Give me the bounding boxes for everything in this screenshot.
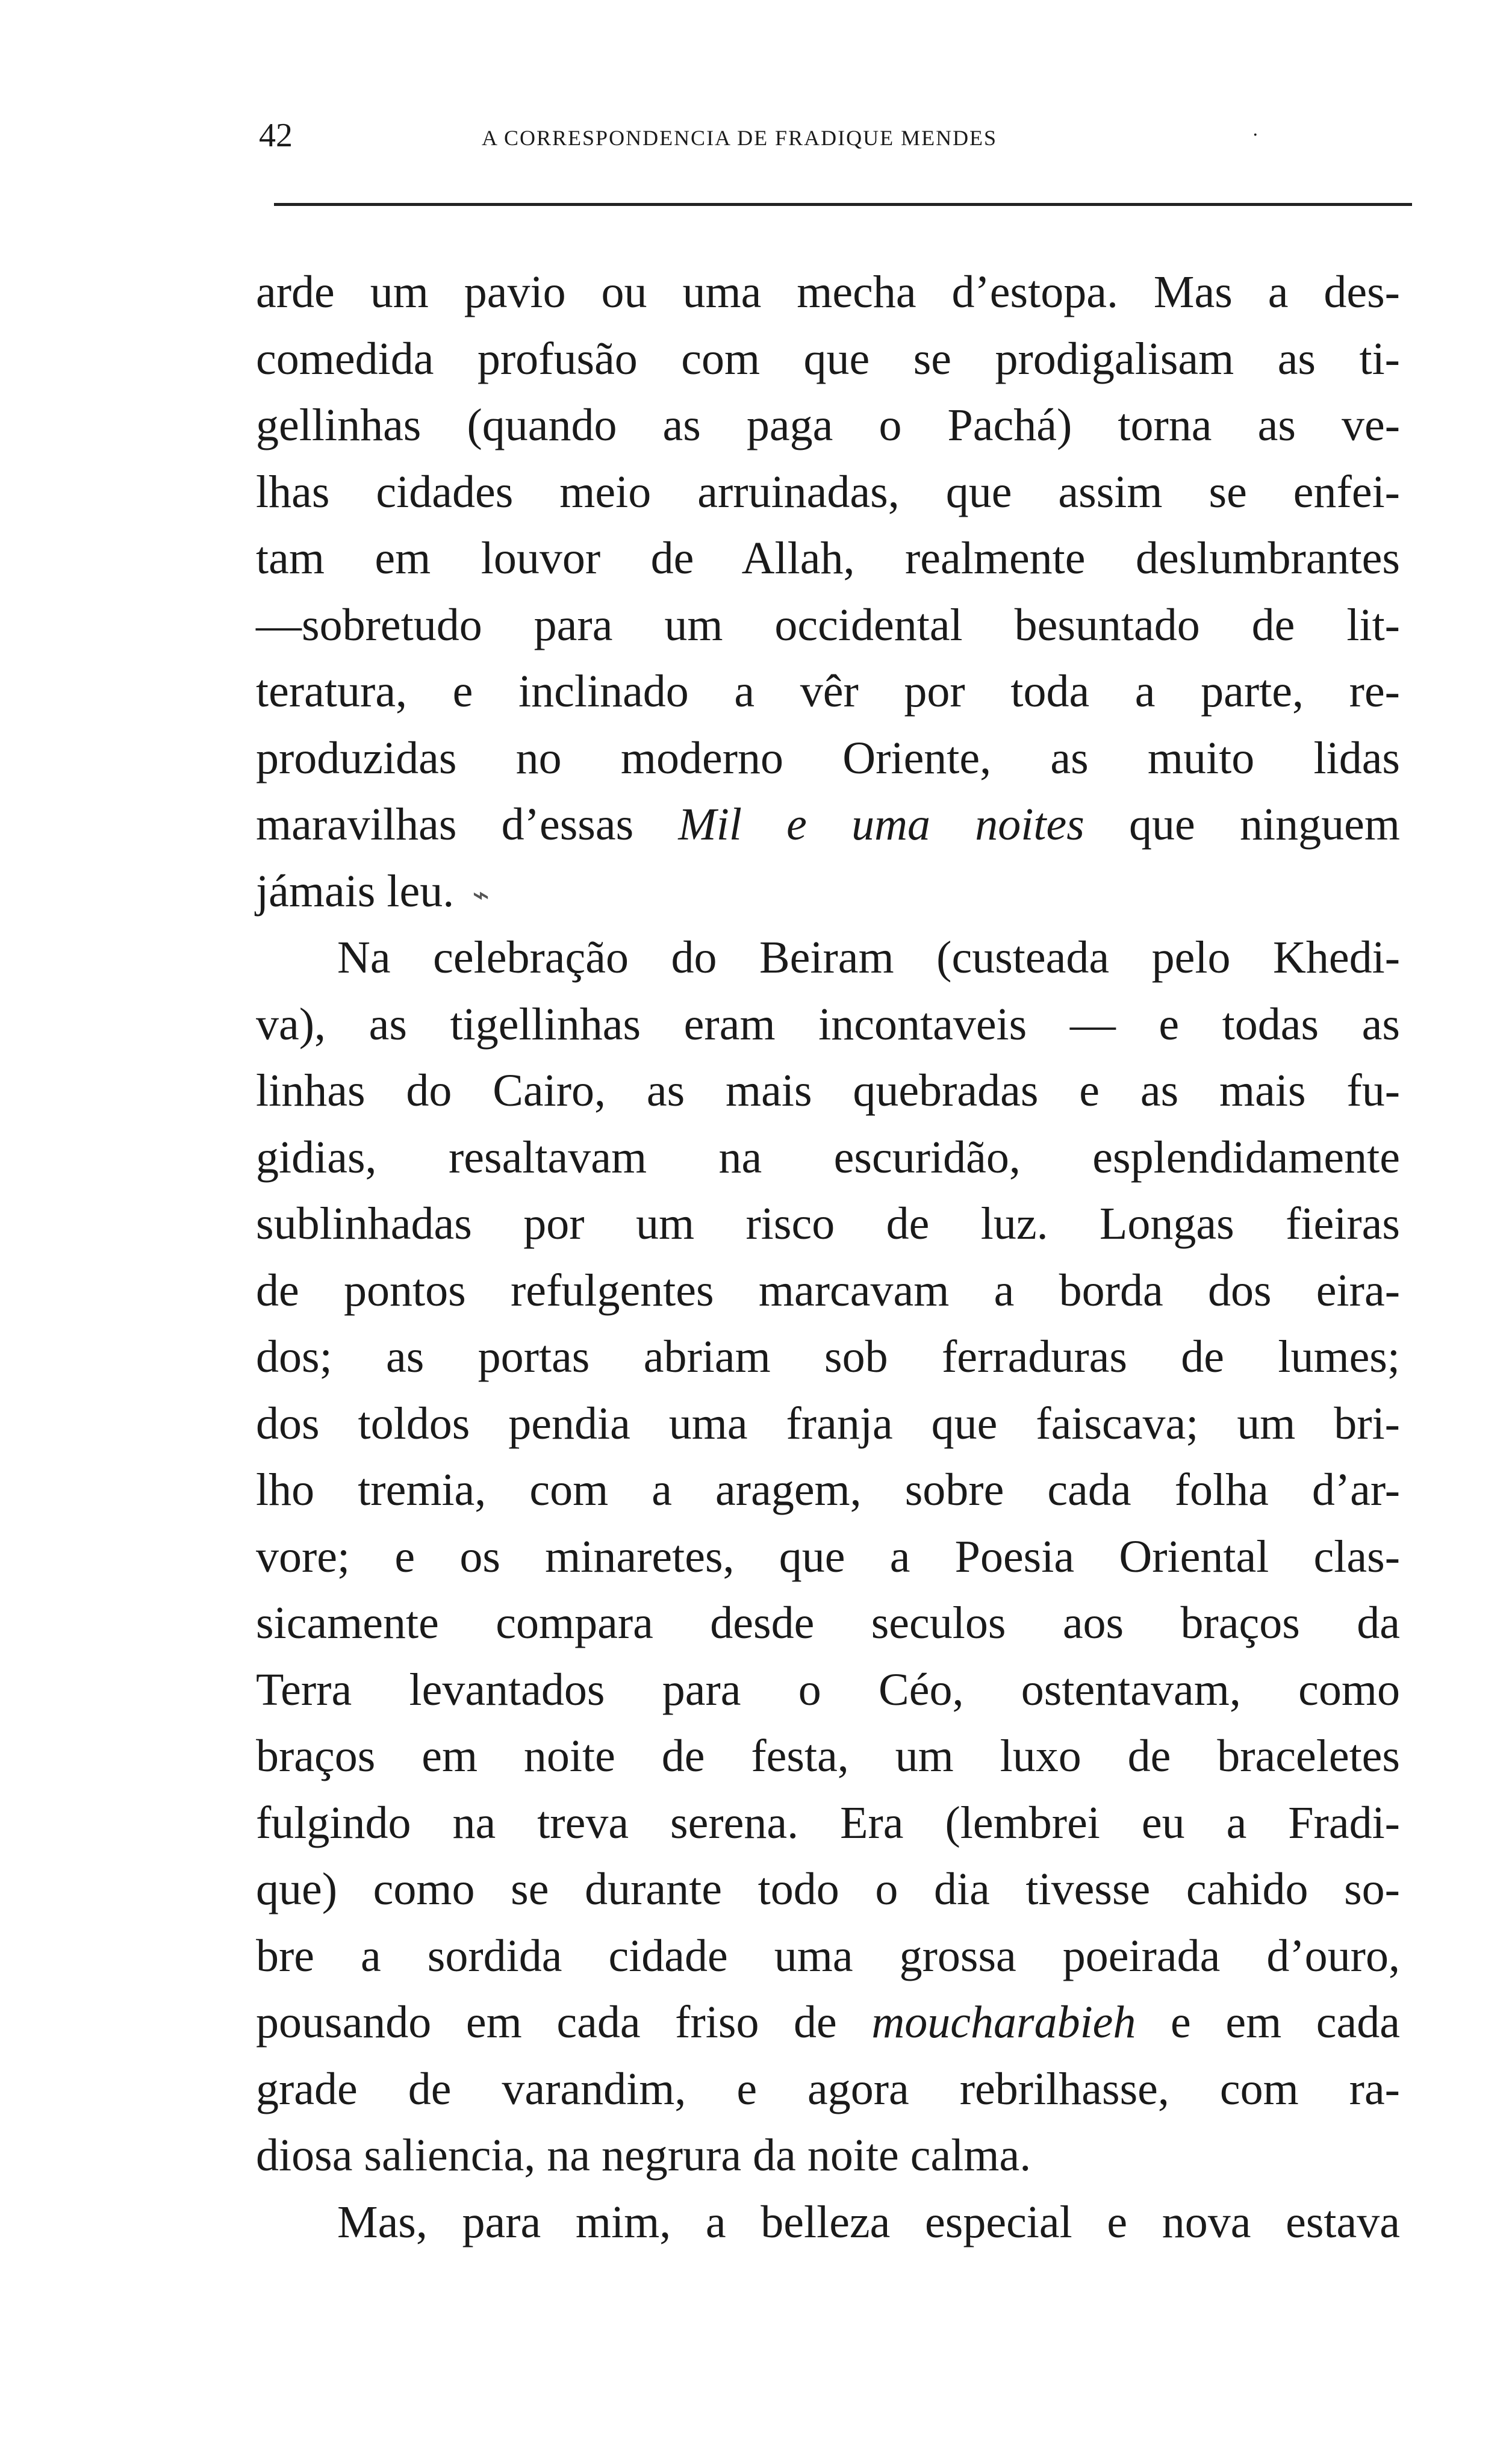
handwritten-mark: ⌁ [472,879,490,911]
text-line: dos; as portas abriam sob ferraduras de lumes; [256,1332,1400,1382]
text-line: teratura, e inclinado a vêr por toda a parte, re- [256,666,1400,717]
page-number: 42 [259,117,293,154]
paragraph-2 [256,924,1400,2189]
text-line: gidias, resaltavam na escuridão, esplendidamente [256,1132,1400,1183]
text-line: linhas do Cairo, as mais quebradas e as mais fu- [256,1065,1400,1116]
text-line-with-italic [256,1989,1400,2056]
text-line-with-italic [256,791,1400,858]
text-line: dos toldos pendia uma franja que faiscava; um bri- [256,1398,1400,1449]
paragraph-1 [256,259,1400,924]
text-line: lhas cidades meio arruinadas, que assim se enfei- [256,466,1400,517]
text-line: de pontos refulgentes marcavam a borda dos eira- [256,1265,1400,1316]
running-title: A CORRESPONDENCIA DE FRADIQUE MENDES [482,126,998,150]
text-line: vore; e os minaretes, que a Poesia Oriental clas- [256,1531,1400,1582]
text-segment: e em cada [1136,1997,1400,2048]
text-line: gellinhas (quando as paga o Pachá) torna as ve- [256,400,1400,450]
italic-title: Mil e uma noites [678,799,1084,850]
text-line: tam em louvor de Allah, realmente deslumbrantes [256,533,1400,584]
text-line: lho tremia, com a aragem, sobre cada folha d’ar- [256,1465,1400,1515]
text-segment: pousando em cada friso de [256,1997,872,2048]
text-line: —sobretudo para um occidental besuntado de lit- [256,599,1400,650]
text-line: que) como se durante todo o dia tivesse cahido so- [256,1864,1400,1914]
text-line: diosa saliencia, na negrura da noite calma. [256,2130,1031,2181]
text-segment: maravilhas d’essas [256,799,679,850]
text-line: comedida profusão com que se prodigalisam as ti- [256,333,1400,384]
text-line: va), as tigellinhas eram incontaveis — e todas as [256,998,1400,1050]
text-line: sublinhadas por um risco de luz. Longas fieiras [256,1198,1400,1249]
page-header [259,114,1397,169]
text-line: sicamente compara desde seculos aos braços da [256,1598,1400,1648]
text-line [256,858,1400,925]
italic-word: moucharabieh [871,1997,1136,2048]
text-line: bre a sordida cidade uma grossa poeirada d’ouro, [256,1930,1400,1981]
text-line: fulgindo na treva serena. Era (lembrei eu a Fradi- [256,1797,1400,1848]
text-line: Mas, para mim, a belleza especial e nova estava [337,2196,1400,2247]
text-segment: que ninguem [1084,799,1400,850]
text-segment: jámais leu. [256,865,455,917]
body-text [256,259,1400,2255]
header-rule [274,203,1412,206]
text-line: Na celebração do Beiram (custeada pelo Khedi- [337,932,1400,983]
text-line: arde um pavio ou uma mecha d’estopa. Mas a des- [256,267,1400,317]
paragraph-3 [256,2189,1400,2256]
text-line: braços em noite de festa, um luxo de braceletes [256,1731,1400,1781]
text-line: Terra levantados para o Céo, ostentavam, como [256,1664,1400,1715]
header-ornament: · [1252,125,1258,146]
text-line: grade de varandim, e agora rebrilhasse, com ra- [256,2063,1400,2114]
text-line: produzidas no moderno Oriente, as muito lidas [256,732,1400,783]
